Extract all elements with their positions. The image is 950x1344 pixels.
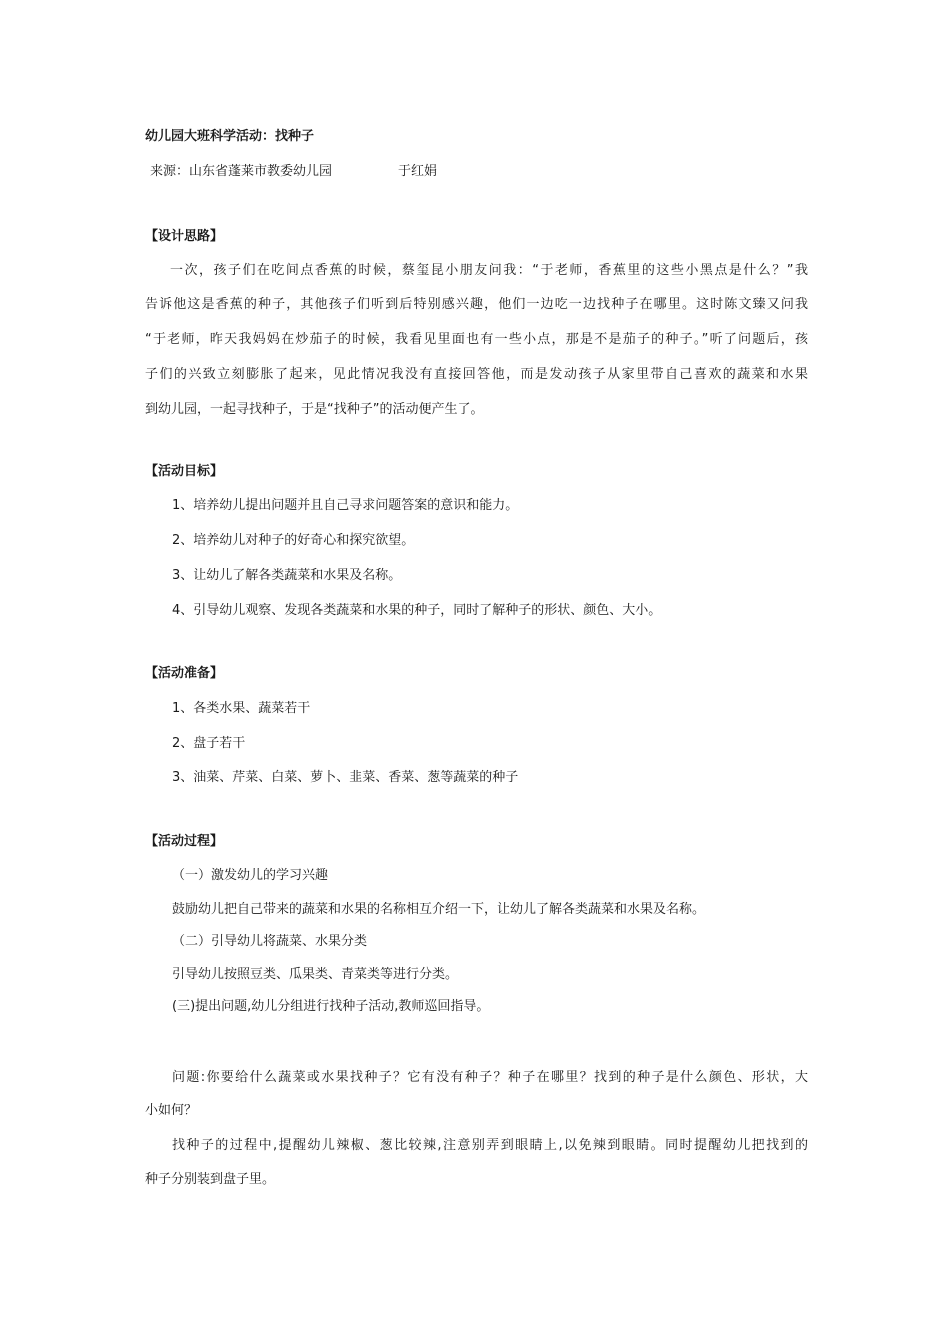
paragraph-line: 告诉他这是香蕉的种子，其他孩子们听到后特别感兴趣，他们一边吃一边找种子在哪里。这时陈文臻又问我 [145,297,808,312]
source-line: 来源：山东省蓬莱市教委幼儿园 [150,164,333,179]
prep-item: 3、油菜、芹菜、白菜、萝卜、韭菜、香菜、葱等蔬菜的种子 [172,770,519,785]
process-heading: 【活动过程】 [145,834,224,849]
paragraph-line: 一次，孩子们在吃间点香蕉的时候，蔡玺昆小朋友问我：“于老师，香蕉里的这些小黑点是什么？”我 [170,263,808,278]
goal-item: 2、培养幼儿对种子的好奇心和探究欲望。 [172,533,415,548]
paragraph-line: 问题:你要给什么蔬菜或水果找种子？它有没有种子？种子在哪里？找到的种子是什么颜色、形状，大 [172,1070,808,1085]
goal-item: 3、让幼儿了解各类蔬菜和水果及名称。 [172,568,402,583]
paragraph-line: 到幼儿园，一起寻找种子，于是“找种子”的活动便产生了。 [145,402,484,417]
paragraph-line: “于老师，昨天我妈妈在炒茄子的时候，我看见里面也有一些小点，那是不是茄子的种子。”听了问题后，孩 [145,332,808,347]
goal-item: 4、引导幼儿观察、发现各类蔬菜和水果的种子，同时了解种子的形状、颜色、大小。 [172,603,662,618]
goals-heading: 【活动目标】 [145,464,224,479]
paragraph-line: 子们的兴致立刻膨胀了起来，见此情况我没有直接回答他，而是发动孩子从家里带自己喜欢的蔬菜和水果 [145,367,808,382]
goal-item: 1、培养幼儿提出问题并且自己寻求问题答案的意识和能力。 [172,498,519,513]
page-title: 幼儿园大班科学活动：找种子 [145,129,315,144]
process-step-title: （一）激发幼儿的学习兴趣 [172,868,329,883]
prep-item: 1、各类水果、蔬菜若干 [172,701,311,716]
prep-heading: 【活动准备】 [145,666,224,681]
process-step-title: (三)提出问题,幼儿分组进行找种子活动,教师巡回指导。 [172,999,490,1014]
prep-item: 2、盘子若干 [172,736,246,751]
author-name: 于红娟 [398,164,438,179]
process-step-text: 鼓励幼儿把自己带来的蔬菜和水果的名称相互介绍一下，让幼儿了解各类蔬菜和水果及名称。 [172,902,706,917]
paragraph-line: 种子分别装到盘子里。 [145,1172,276,1187]
design-heading: 【设计思路】 [145,229,224,244]
paragraph-line: 小如何？ [145,1103,198,1118]
process-step-text: 引导幼儿按照豆类、瓜果类、青菜类等进行分类。 [172,967,459,982]
paragraph-line: 找种子的过程中,提醒幼儿辣椒、葱比较辣,注意别弄到眼睛上,以免辣到眼睛。同时提醒幼儿把找到的 [172,1138,808,1153]
process-step-title: （二）引导幼儿将蔬菜、水果分类 [172,934,368,949]
